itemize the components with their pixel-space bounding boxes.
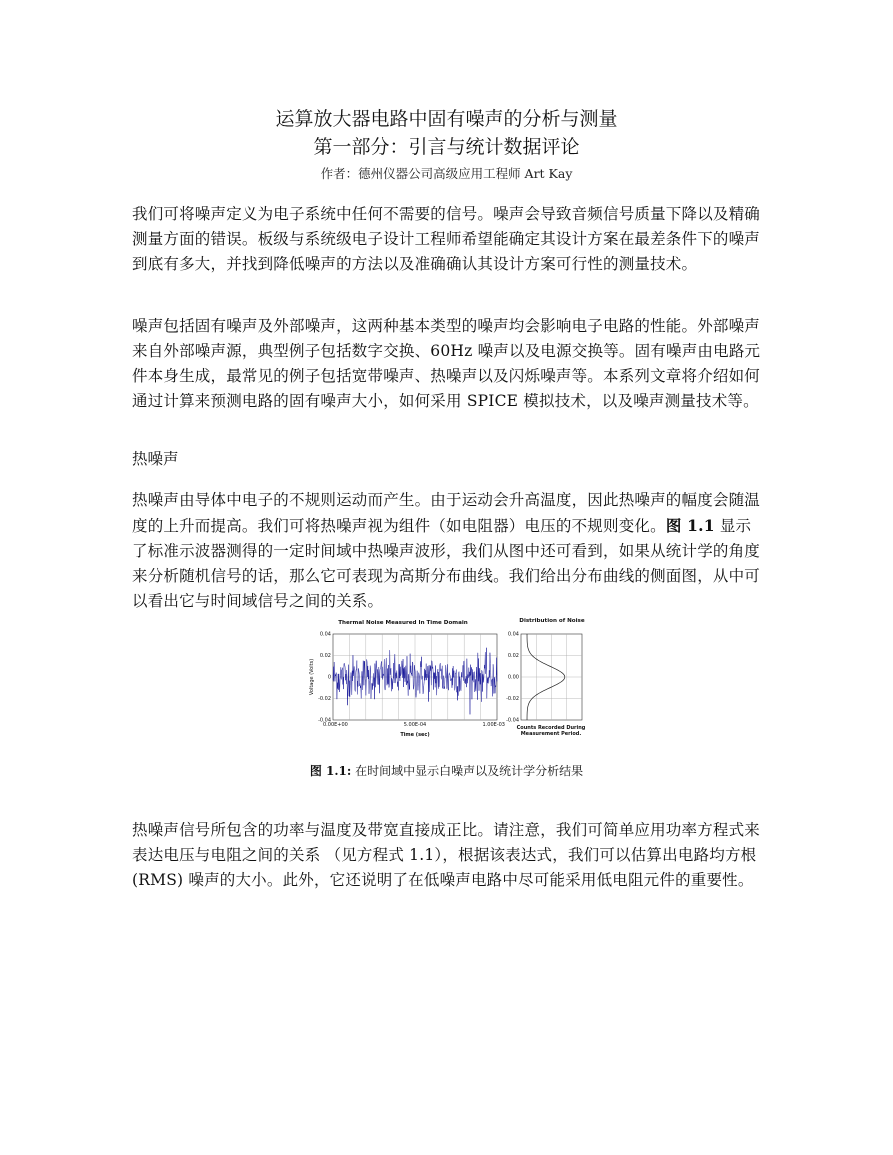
dist-chart-y-ticks [506, 632, 519, 724]
figure-caption [0, 762, 893, 779]
figure-reference: 图 1.1 [665, 516, 715, 535]
dist-chart-title: Distribution of Noise [519, 618, 585, 624]
power-paragraph: 热噪声信号所包含的功率与温度及带宽直接成正比。请注意，我们可简单应用功率方程式来表达电压与电阻之间的关系 （见方程式 1.1），根据该表达式，我们可以估算出电路均方根 (RMS) 噪声的大小。此外，它还说明了在低噪声电路中尽可能采用低电阻元件的重要性。 [132, 821, 761, 889]
time-chart-title: Thermal Noise Measured In Time Domain [338, 620, 468, 626]
dist-chart-y-tick-label: -0.02 [506, 696, 519, 703]
time-chart-y-tick-label: 0 [327, 674, 331, 681]
author-byline: 作者：德州仪器公司高级应用工程师 Art Kay [320, 166, 573, 181]
intro-paragraph: 我们可将噪声定义为电子系统中任何不需要的信号。噪声会导致音频信号质量下降以及精确测量方面的错误。板级与系统级电子设计工程师希望能确定其设计方案在最差条件下的噪声到底有多大，并找到降低噪声的方法以及准确确认其设计方案可行性的测量技术。 [132, 205, 761, 273]
time-chart-y-tick-label: 0.04 [319, 631, 331, 638]
noise-charts [308, 618, 588, 748]
figure-caption-text: 在时间域中显示白噪声以及统计学分析结果 [351, 764, 584, 778]
time-chart-ylabel: Voltage (Volts) [309, 658, 315, 696]
page-subtitle: 第一部分：引言与统计数据评论 [313, 136, 580, 158]
time-chart-xlabel: Time (sec) [400, 732, 430, 738]
figure-caption-label: 图 1.1: [309, 764, 352, 778]
time-chart-y-ticks [318, 632, 331, 724]
dist-chart-y-tick-label: 0.02 [507, 653, 519, 660]
thermal-noise-text-b: 显示了标准示波器测得的一定时间域中热噪声波形，我们从图中还可看到，如果从统计学的角度来分析随机信号的话，那么它可表现为高斯分布曲线。我们给出分布曲线的侧面图，从中可以看出它与时间域信号之间的关系。 [132, 517, 761, 610]
thermal-noise-paragraph [132, 488, 764, 614]
page-title: 运算放大器电路中固有噪声的分析与测量 [275, 108, 618, 130]
dist-chart-xlabel-line1: Counts Recorded During [516, 725, 586, 731]
dist-chart-y-tick-label: 0.00 [507, 674, 519, 681]
noise-types-paragraph: 噪声包括固有噪声及外部噪声，这两种基本类型的噪声均会影响电子电路的性能。外部噪声来自外部噪声源，典型例子包括数字交换、60Hz 噪声以及电源交换等。固有噪声由电路元件本身生成，最常见的例子包括宽带噪声、热噪声以及闪烁噪声等。本系列文章将介绍如何通过计算来预测电路的固有噪声大小，如何采用 SPICE 模拟技术，以及噪声测量技术等。 [132, 317, 761, 410]
section-heading-thermal-noise: 热噪声 [132, 450, 179, 468]
dist-chart-xlabel-line2: Measurement Period. [520, 731, 582, 737]
dist-chart-y-tick-label: 0.04 [507, 631, 519, 638]
dist-chart-y-tick-label: -0.04 [506, 717, 519, 724]
time-chart-y-tick-label: 0.02 [319, 653, 331, 660]
figure-1-1 [308, 618, 588, 748]
time-chart-y-tick-label: -0.04 [318, 717, 331, 724]
time-chart-x-ticks [323, 722, 505, 728]
thermal-noise-text-a: 热噪声由导体中电子的不规则运动而产生。由于运动会升高温度，因此热噪声的幅度会随温度的上升而提高。我们可将热噪声视为组件（如电阻器）电压的不规则变化。 [132, 491, 761, 535]
time-chart-x-tick-label: 0.00E+00 [323, 722, 348, 728]
time-chart-x-tick-label: 5.00E-04 [403, 722, 427, 728]
time-chart-y-tick-label: -0.02 [318, 696, 331, 703]
time-chart-x-tick-label: 1.00E-03 [482, 722, 505, 728]
